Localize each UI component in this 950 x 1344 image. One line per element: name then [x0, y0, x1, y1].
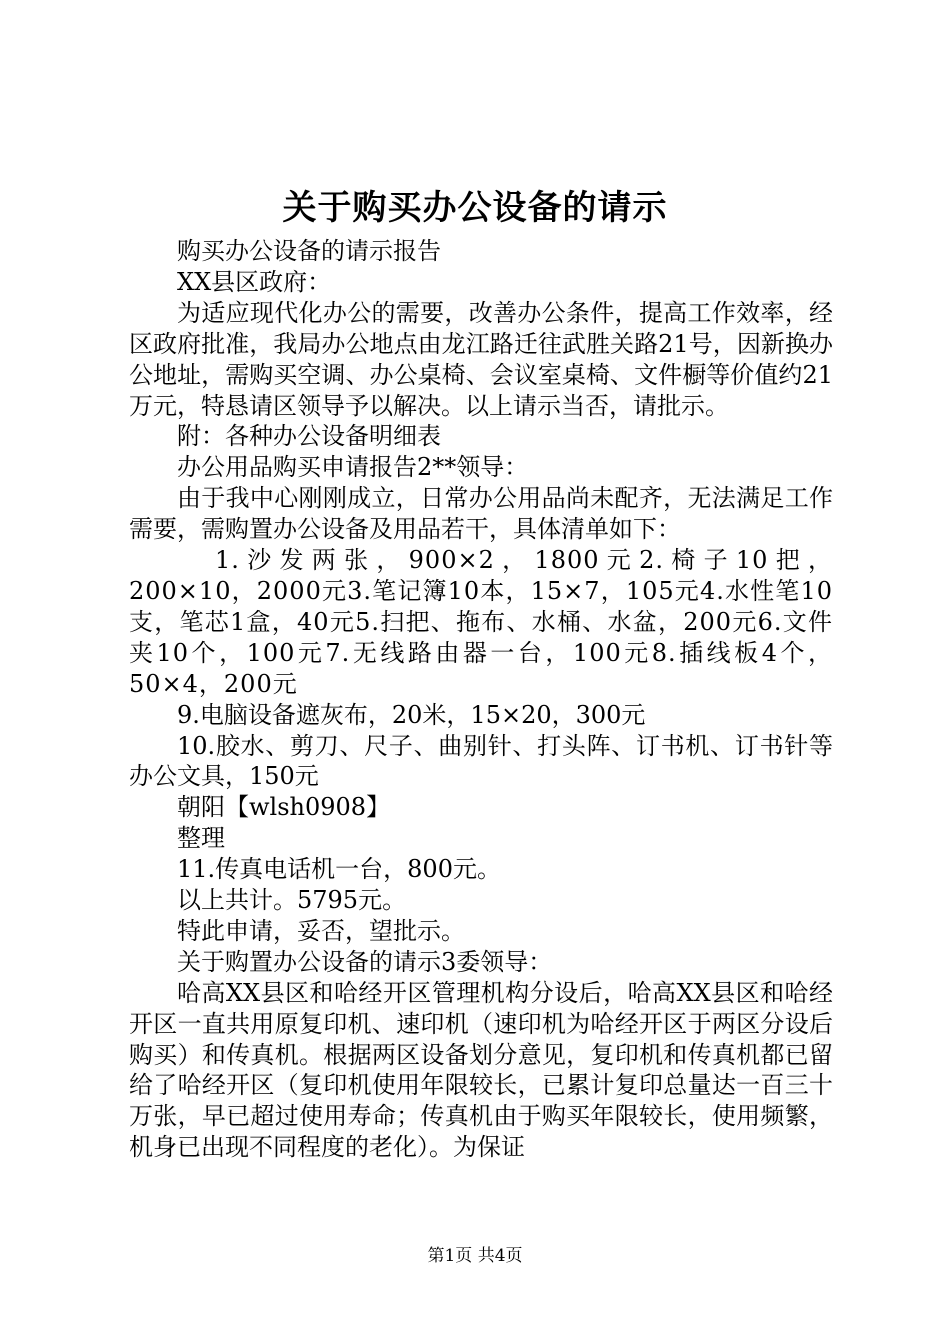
paragraph-item-10: 10.胶水、剪刀、尺子、曲别针、打头阵、订书机、订书针等办公文具，150元	[129, 731, 833, 791]
paragraph-item-11: 11.传真电话机一台，800元。	[177, 855, 501, 884]
paragraph-request-body: 为适应现代化办公的需要，改善办公条件，提高工作效率，经区政府批准，我局办公地点由龙江路迁往武胜关路21号，因新换办公地址，需购买空调、办公桌椅、会议室桌椅、文件橱等价值约21万元，特恳请区领导予以解决。以上请示当否，请批示。	[129, 298, 833, 420]
paragraph-total: 以上共计。5795元。	[177, 886, 407, 915]
paragraph-report-3-heading: 关于购置办公设备的请示3委领导：	[177, 947, 553, 976]
paragraph-attachment: 附：各种办公设备明细表	[177, 422, 441, 451]
paragraph-report-2-intro: 由于我中心刚刚成立，日常办公用品尚未配齐，无法满足工作需要，需购置办公设备及用品若干，具体清单如下：	[129, 484, 833, 544]
document-body	[129, 236, 833, 1163]
paragraph-report-2-heading: 办公用品购买申请报告2**领导：	[177, 453, 529, 482]
paragraph-report-heading: 购买办公设备的请示报告	[177, 237, 441, 265]
paragraph-report-3-body: 哈高XX县区和哈经开区管理机构分设后，哈高XX县区和哈经开区一直共用原复印机、速印机（速印机为哈经开区于两区分设后购买）和传真机。根据两区设备划分意见，复印机和传真机都已留给了哈经开区（复印机使用年限较长，已累计复印总量达一百三十万张，早已超过使用寿命；传真机由于购买年限较长，使用频繁，机身已出现不同程度的老化）。为保证	[129, 978, 833, 1162]
paragraph-addressee: XX县区政府：	[177, 267, 332, 296]
paragraph-item-list: 1.沙发两张，900×2，1800元2.椅子10把，200×10，2000元3.笔记簿10本，15×7，105元4.水性笔10支，笔芯1盒，40元5.扫把、拖布、水桶、水盆，200元6.文件夹10个，100元7.无线路由器一台，100元8.插线板4个，50×4，200元	[129, 546, 833, 698]
paragraph-closing: 特此申请，妥否，望批示。	[177, 916, 465, 945]
page-footer: 第1页 共4页	[427, 1246, 523, 1266]
paragraph-item-9: 9.电脑设备遮灰布，20米，15×20，300元	[177, 700, 646, 729]
document-title: 关于购买办公设备的请示	[282, 188, 668, 228]
paragraph-source: 朝阳【wlsh0908】	[177, 793, 391, 822]
paragraph-organize: 整理	[177, 824, 225, 853]
